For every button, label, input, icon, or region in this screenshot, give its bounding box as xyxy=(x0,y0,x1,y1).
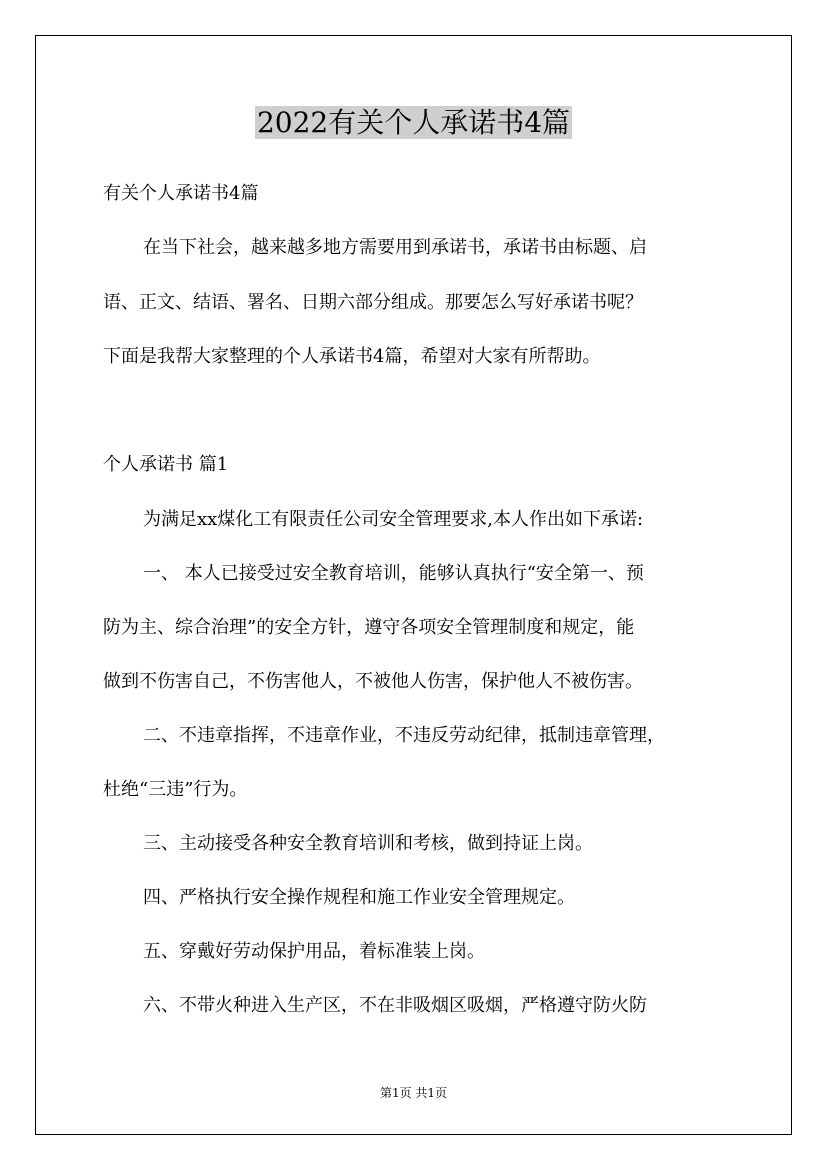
section-heading: 个人承诺书 篇1 xyxy=(103,454,229,475)
body-line-6: 杜绝“三违”行为。 xyxy=(103,779,248,800)
body-line-10: 六、不带火种进入生产区，不在非吸烟区吸烟，严格遵守防火防 xyxy=(143,995,647,1016)
body-line-7: 三、主动接受各种安全教育培训和考核，做到持证上岗。 xyxy=(143,833,593,854)
body-line-3: 防为主、综合治理”的安全方针，遵守各项安全管理制度和规定，能 xyxy=(103,617,635,638)
body-line-1: 为满足xx煤化工有限责任公司安全管理要求,本人作出如下承诺: xyxy=(143,509,644,530)
intro-line-2: 语、正文、结语、署名、日期六部分组成。那要怎么写好承诺书呢？ xyxy=(103,292,643,313)
intro-line-3: 下面是我帮大家整理的个人承诺书4篇，希望对大家有所帮助。 xyxy=(103,346,601,367)
intro-line-1: 在当下社会，越来越多地方需要用到承诺书，承诺书由标题、启 xyxy=(143,237,647,258)
document-subtitle: 有关个人承诺书4篇 xyxy=(103,183,259,204)
body-line-8: 四、严格执行安全操作规程和施工作业安全管理规定。 xyxy=(143,887,575,908)
body-line-4: 做到不伤害自己，不伤害他人，不被他人伤害，保护他人不被伤害。 xyxy=(103,671,643,692)
body-line-2: 一、 本人已接受过安全教育培训，能够认真执行“安全第一、预 xyxy=(143,563,644,584)
document-title-text: 2022有关个人承诺书4篇 xyxy=(256,106,571,139)
body-line-9: 五、穿戴好劳动保护用品，着标准装上岗。 xyxy=(143,941,485,962)
document-title xyxy=(0,100,827,146)
page-footer: 第1页 共1页 xyxy=(379,1086,448,1100)
body-line-5: 二、不违章指挥，不违章作业，不违反劳动纪律，抵制违章管理， xyxy=(143,725,665,746)
